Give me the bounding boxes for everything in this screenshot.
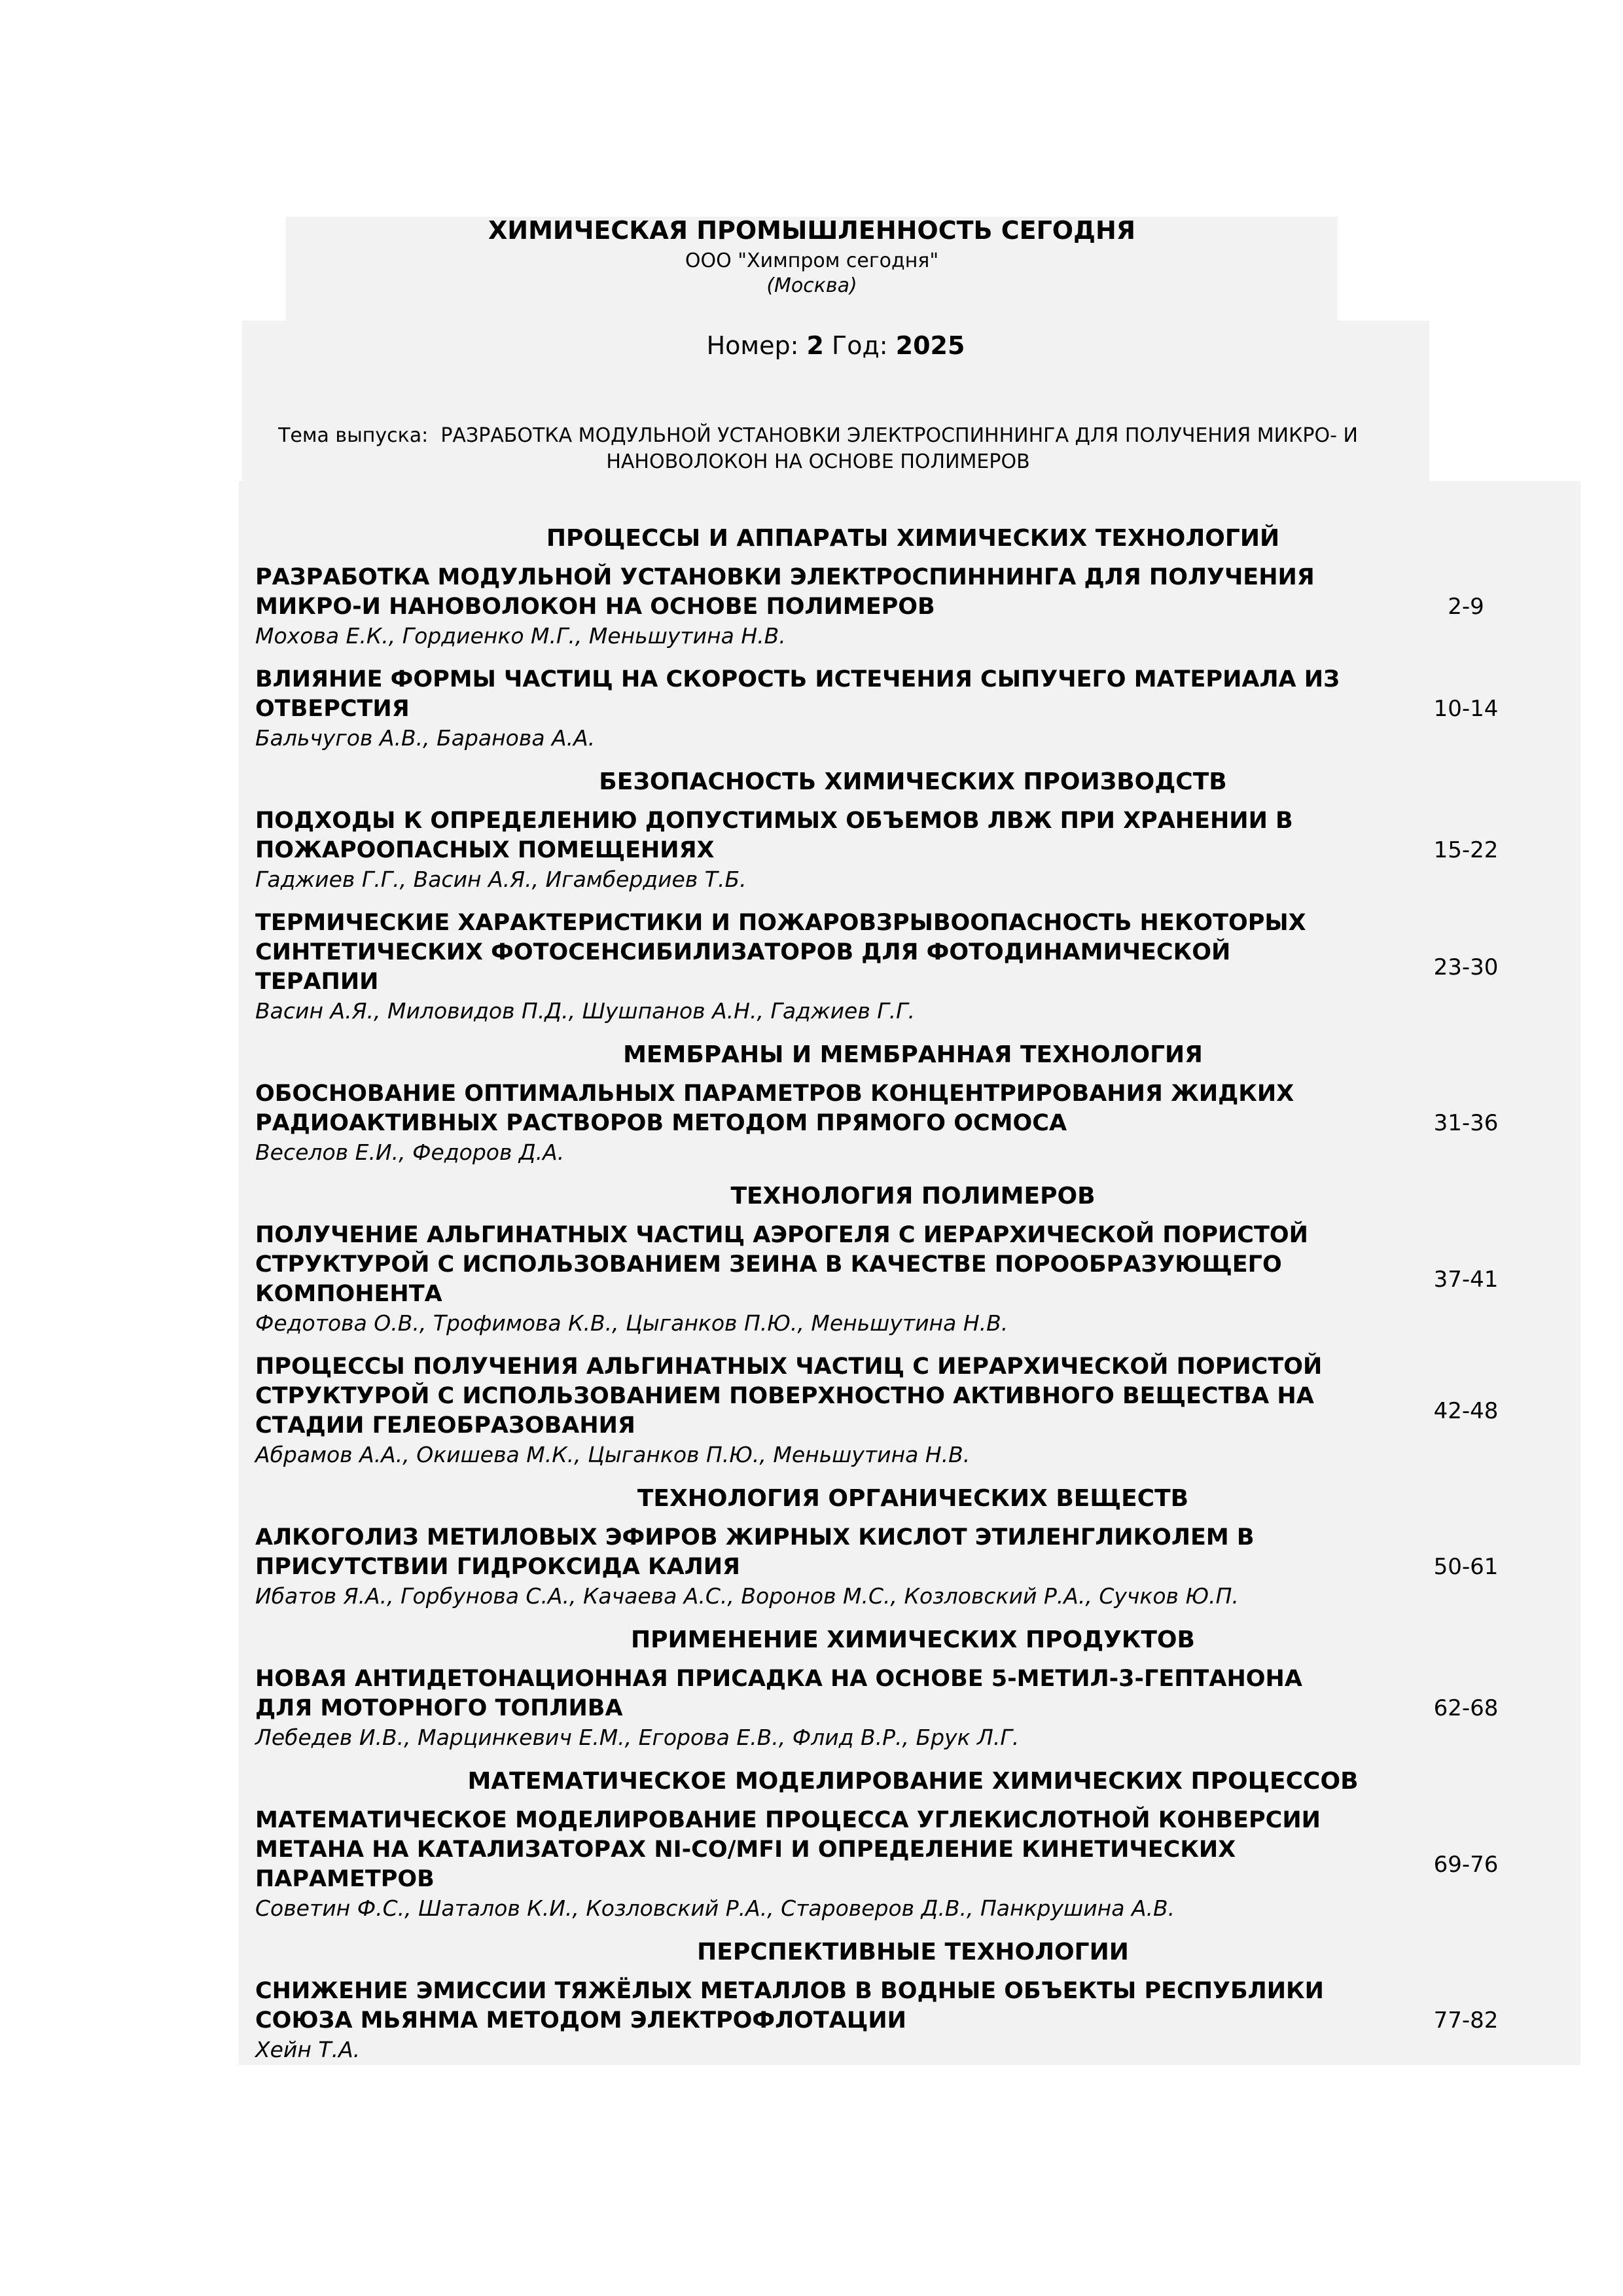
section-title: ТЕХНОЛОГИЯ ПОЛИМЕРОВ [730, 1183, 1096, 1210]
article-pages: 50-61 [1433, 1554, 1499, 1580]
theme-label: Тема выпуска: [278, 424, 429, 447]
article-body [255, 1664, 1361, 1752]
article-title: ПРОЦЕССЫ ПОЛУЧЕНИЯ АЛЬГИНАТНЫХ ЧАСТИЦ С ИЕРАРХИЧЕСКОЙ ПОРИСТОЙ СТРУКТУРОЙ С ИСПОЛЬЗОВАНИЕМ ПОВЕРХНОСТНО АКТИВНОГО ВЕЩЕСТВА НА СТАДИИ ГЕЛЕОБРАЗОВАНИЯ [255, 1354, 1323, 1439]
article-entry [255, 1523, 1571, 1611]
article-entry [255, 1079, 1571, 1167]
article-authors: Мохова Е.К., Гордиенко М.Г., Меньшутина Н.В. [255, 623, 786, 649]
article-body [255, 1977, 1361, 2064]
article-entry [255, 806, 1571, 894]
article-title: НОВАЯ АНТИДЕТОНАЦИОННАЯ ПРИСАДКА НА ОСНОВЕ 5-МЕТИЛ-3-ГЕПТАНОНА ДЛЯ МОТОРНОГО ТОПЛИВА [255, 1666, 1302, 1721]
article-authors: Абрамов А.А., Окишева М.К., Цыганков П.Ю., Меньшутина Н.В. [255, 1442, 971, 1467]
article-body [255, 806, 1361, 894]
article-title: ПОДХОДЫ К ОПРЕДЕЛЕНИЮ ДОПУСТИМЫХ ОБЪЕМОВ ЛВЖ ПРИ ХРАНЕНИИ В ПОЖАРООПАСНЫХ ПОМЕЩЕНИЯХ [255, 808, 1293, 863]
section-title: БЕЗОПАСНОСТЬ ХИМИЧЕСКИХ ПРОИЗВОДСТВ [599, 768, 1227, 795]
article-pages: 69-76 [1433, 1851, 1499, 1878]
section-title: МАТЕМАТИЧЕСКОЕ МОДЕЛИРОВАНИЕ ХИМИЧЕСКИХ ПРОЦЕССОВ [467, 1768, 1359, 1795]
article-entry [255, 1221, 1571, 1338]
article-pages: 31-36 [1433, 1110, 1499, 1136]
article-body [255, 665, 1361, 753]
article-authors: Гаджиев Г.Г., Васин А.Я., Игамбердиев Т.Б. [255, 867, 747, 892]
article-entry [255, 1806, 1571, 1923]
article-title: АЛКОГОЛИЗ МЕТИЛОВЫХ ЭФИРОВ ЖИРНЫХ КИСЛОТ ЭТИЛЕНГЛИКОЛЕМ В ПРИСУТСТВИИ ГИДРОКСИДА КАЛИЯ [255, 1524, 1255, 1580]
article-authors: Бальчугов А.В., Баранова А.А. [255, 725, 596, 751]
article-pages: 62-68 [1433, 1695, 1499, 1721]
article-pages: 10-14 [1433, 696, 1499, 722]
issue-year-label: Год: [832, 331, 888, 360]
article-authors: Федотова О.В., Трофимова К.В., Цыганков П.Ю., Меньшутина Н.В. [255, 1310, 1008, 1336]
article-body [255, 1079, 1361, 1167]
article-pages: 23-30 [1433, 954, 1499, 980]
issue-theme [275, 423, 1361, 475]
journal-title: ХИМИЧЕСКАЯ ПРОМЫШЛЕННОСТЬ СЕГОДНЯ [488, 216, 1136, 245]
article-pages: 2-9 [1448, 594, 1484, 620]
article-body [255, 1221, 1361, 1338]
article-pages: 42-48 [1433, 1397, 1499, 1424]
article-entry [255, 1664, 1571, 1752]
article-entry [255, 665, 1571, 753]
article-body [255, 1806, 1361, 1923]
article-title: ОБОСНОВАНИЕ ОПТИМАЛЬНЫХ ПАРАМЕТРОВ КОНЦЕНТРИРОВАНИЯ ЖИДКИХ РАДИОАКТИВНЫХ РАСТВОРОВ МЕТОДОМ ПРЯМОГО ОСМОСА [255, 1081, 1294, 1136]
theme-text: РАЗРАБОТКА МОДУЛЬНОЙ УСТАНОВКИ ЭЛЕКТРОСПИННИНГА ДЛЯ ПОЛУЧЕНИЯ МИКРО- И НАНОВОЛОКОН НА ОСНОВЕ ПОЛИМЕРОВ [440, 424, 1358, 473]
issue-number-label: Номер: [706, 331, 799, 360]
table-of-contents [255, 524, 1571, 2079]
article-title: РАЗРАБОТКА МОДУЛЬНОЙ УСТАНОВКИ ЭЛЕКТРОСПИННИНГА ДЛЯ ПОЛУЧЕНИЯ МИКРО-И НАНОВОЛОКОН НА ОСНОВЕ ПОЛИМЕРОВ [255, 564, 1315, 620]
article-entry [255, 1352, 1571, 1469]
issue-year: 2025 [895, 331, 965, 360]
article-title: ТЕРМИЧЕСКИЕ ХАРАКТЕРИСТИКИ И ПОЖАРОВЗРЫВООПАСНОСТЬ НЕКОТОРЫХ СИНТЕТИЧЕСКИХ ФОТОСЕНСИБИЛИЗАТОРОВ ДЛЯ ФОТОДИНАМИЧЕСКОЙ ТЕРАПИИ [255, 910, 1306, 995]
article-authors: Ибатов Я.А., Горбунова С.А., Качаева А.С., Воронов М.С., Козловский Р.А., Сучков Ю.П. [255, 1583, 1239, 1609]
article-pages: 77-82 [1433, 2007, 1499, 2034]
issue-number: 2 [806, 331, 824, 360]
article-pages: 37-41 [1433, 1266, 1499, 1293]
article-authors: Васин А.Я., Миловидов П.Д., Шушпанов А.Н., Гаджиев Г.Г. [255, 998, 916, 1024]
issue-line [242, 330, 1429, 361]
article-authors: Хейн Т.А. [255, 2037, 361, 2062]
article-title: СНИЖЕНИЕ ЭМИССИИ ТЯЖЁЛЫХ МЕТАЛЛОВ В ВОДНЫЕ ОБЪЕКТЫ РЕСПУБЛИКИ СОЮЗА МЬЯНМА МЕТОДОМ ЭЛЕКТРОФЛОТАЦИИ [255, 1978, 1324, 2034]
publisher-name: ООО "Химпром сегодня" [685, 249, 939, 272]
article-body [255, 1352, 1361, 1469]
article-body [255, 563, 1361, 651]
section-title: ТЕХНОЛОГИЯ ОРГАНИЧЕСКИХ ВЕЩЕСТВ [637, 1485, 1189, 1512]
article-authors: Лебедев И.В., Марцинкевич Е.М., Егорова Е.В., Флид В.Р., Брук Л.Г. [255, 1725, 1020, 1750]
section-title: ПРОЦЕССЫ И АППАРАТЫ ХИМИЧЕСКИХ ТЕХНОЛОГИЙ [546, 525, 1280, 552]
article-body [255, 908, 1361, 1026]
section-title: МЕМБРАНЫ И МЕМБРАННАЯ ТЕХНОЛОГИЯ [623, 1041, 1203, 1068]
section-title: ПЕРСПЕКТИВНЫЕ ТЕХНОЛОГИИ [697, 1939, 1129, 1965]
article-title: ПОЛУЧЕНИЕ АЛЬГИНАТНЫХ ЧАСТИЦ АЭРОГЕЛЯ С ИЕРАРХИЧЕСКОЙ ПОРИСТОЙ СТРУКТУРОЙ С ИСПОЛЬЗОВАНИЕМ ЗЕИНА В КАЧЕСТВЕ ПОРООБРАЗУЮЩЕГО КОМПОНЕНТА [255, 1222, 1308, 1307]
article-authors: Веселов Е.И., Федоров Д.А. [255, 1139, 565, 1165]
article-title: МАТЕМАТИЧЕСКОЕ МОДЕЛИРОВАНИЕ ПРОЦЕССА УГЛЕКИСЛОТНОЙ КОНВЕРСИИ МЕТАНА НА КАТАЛИЗАТОРАХ NI-CO/MFI И ОПРЕДЕЛЕНИЕ КИНЕТИЧЕСКИХ ПАРАМЕТРОВ [255, 1807, 1321, 1892]
article-entry [255, 908, 1571, 1026]
article-authors: Советин Ф.С., Шаталов К.И., Козловский Р.А., Староверов Д.В., Панкрушина А.В. [255, 1895, 1175, 1921]
section-title: ПРИМЕНЕНИЕ ХИМИЧЕСКИХ ПРОДУКТОВ [631, 1626, 1195, 1653]
article-entry [255, 1977, 1571, 2064]
article-title: ВЛИЯНИЕ ФОРМЫ ЧАСТИЦ НА СКОРОСТЬ ИСТЕЧЕНИЯ СЫПУЧЕГО МАТЕРИАЛА ИЗ ОТВЕРСТИЯ [255, 666, 1340, 722]
article-body [255, 1523, 1361, 1611]
article-entry [255, 563, 1571, 651]
article-pages: 15-22 [1433, 837, 1499, 863]
publisher-city: (Москва) [766, 274, 857, 297]
